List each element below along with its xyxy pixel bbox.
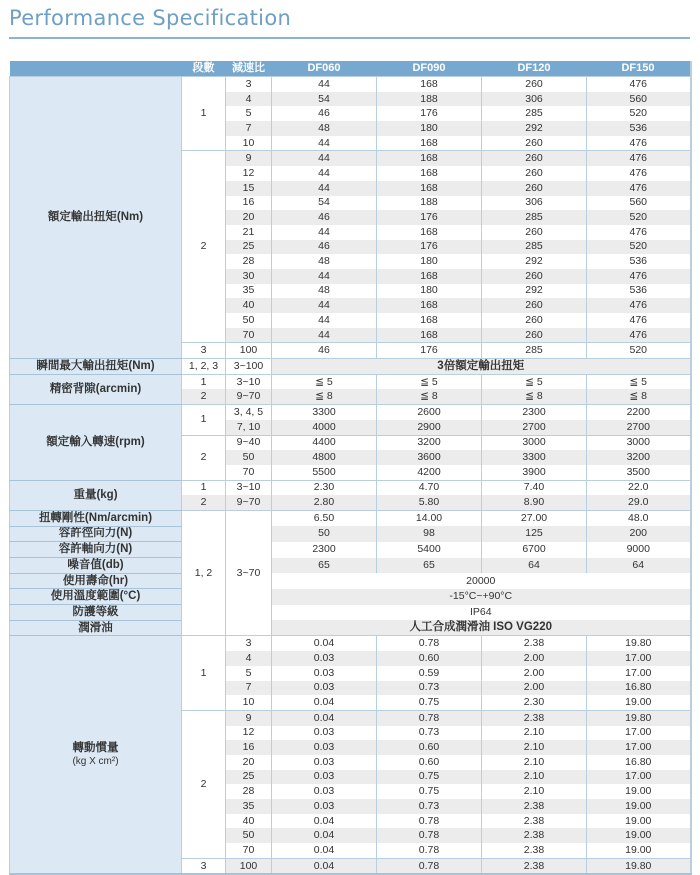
value-df090: 3600	[377, 450, 482, 465]
ratio-cell: 28	[226, 784, 272, 799]
stage-cell: 2	[182, 495, 226, 510]
value-df090: 188	[377, 196, 482, 211]
backlash-label: 精密背隙(arcmin)	[10, 374, 182, 404]
value-df120: 2.10	[482, 755, 587, 770]
value-df150: 476	[587, 166, 691, 181]
value-df120: 292	[482, 121, 587, 136]
ratio-cell: 3~70	[226, 510, 272, 636]
value-df120: 2.38	[482, 710, 587, 725]
value-df060: 5500	[272, 465, 377, 480]
value-df150: 19.00	[587, 814, 691, 829]
value-df090: 0.73	[377, 726, 482, 741]
value-df120: 2700	[482, 420, 587, 435]
value-df120: 285	[482, 343, 587, 359]
value-df150: ≦ 5	[587, 374, 691, 389]
ratio-cell: 9	[226, 151, 272, 166]
value-df090: 0.78	[377, 843, 482, 858]
value-df060: 44	[272, 181, 377, 196]
value-df090: 0.60	[377, 755, 482, 770]
value-df120: 2.10	[482, 726, 587, 741]
value-df150: 536	[587, 284, 691, 299]
value-df120: 6700	[482, 542, 587, 558]
ratio-cell: 7, 10	[226, 420, 272, 435]
title-divider	[9, 37, 690, 39]
table-row	[10, 374, 691, 389]
value-df060: 0.03	[272, 726, 377, 741]
value-df090: 168	[377, 328, 482, 343]
value-df060: 0.03	[272, 770, 377, 785]
value-df120: 125	[482, 526, 587, 542]
value-df150: 19.00	[587, 784, 691, 799]
value-df090: 168	[377, 151, 482, 166]
value-df090: 0.60	[377, 651, 482, 666]
table-row	[10, 573, 691, 589]
value-df060: 46	[272, 210, 377, 225]
value-df090: 168	[377, 298, 482, 313]
ratio-cell: 70	[226, 328, 272, 343]
value-df060: 46	[272, 240, 377, 255]
value-df150: 476	[587, 225, 691, 240]
value-df120: 292	[482, 254, 587, 269]
value-df120: 2.38	[482, 814, 587, 829]
value-df060: 0.04	[272, 814, 377, 829]
table-row	[10, 558, 691, 574]
ratio-cell: 9~40	[226, 435, 272, 450]
value-df090: 0.60	[377, 740, 482, 755]
value-df150: 476	[587, 77, 691, 92]
table-row	[10, 405, 691, 420]
value-df060: 0.03	[272, 666, 377, 681]
weight-label: 重量(kg)	[10, 480, 182, 510]
ratio-cell: 10	[226, 695, 272, 710]
value-df090: 2600	[377, 405, 482, 420]
value-df060: 4800	[272, 450, 377, 465]
table-row	[10, 359, 691, 375]
ratio-cell: 70	[226, 843, 272, 858]
value-df150: 520	[587, 343, 691, 359]
ratio-cell: 7	[226, 681, 272, 696]
value-df120: 3000	[482, 435, 587, 450]
value-df150: 19.00	[587, 695, 691, 710]
value-df120: 260	[482, 313, 587, 328]
value-df090: 5.80	[377, 495, 482, 510]
value-df150: 520	[587, 106, 691, 121]
table-row	[10, 589, 691, 605]
ratio-cell: 16	[226, 196, 272, 211]
ratio-cell: 50	[226, 313, 272, 328]
value-df090: ≦ 8	[377, 389, 482, 404]
value-df060: ≦ 8	[272, 389, 377, 404]
value-df090: 0.75	[377, 770, 482, 785]
value-df120: ≦ 8	[482, 389, 587, 404]
value-df090: 168	[377, 181, 482, 196]
value-df120: 260	[482, 328, 587, 343]
stage-cell: 1	[182, 405, 226, 435]
value-df120: 2.30	[482, 695, 587, 710]
general-spec-label: 容許軸向力(N)	[10, 542, 182, 558]
value-df090: 0.73	[377, 799, 482, 814]
value-df150: 476	[587, 269, 691, 284]
header-model-df150: DF150	[587, 61, 691, 77]
value-df120: 2.10	[482, 740, 587, 755]
value-df060: 44	[272, 77, 377, 92]
value-df090: 0.59	[377, 666, 482, 681]
value-df090: 14.00	[377, 510, 482, 526]
value-df060: 0.03	[272, 784, 377, 799]
table-body	[10, 77, 691, 875]
shared-value: -15°C~+90°C	[272, 589, 691, 605]
value-df120: 3900	[482, 465, 587, 480]
ratio-cell: 25	[226, 770, 272, 785]
value-df060: 0.04	[272, 828, 377, 843]
page-title: Performance Specification	[9, 6, 292, 30]
value-df120: 2.38	[482, 828, 587, 843]
stage-cell: 1, 2, 3	[182, 359, 226, 375]
value-df060: 44	[272, 166, 377, 181]
value-df120: 27.00	[482, 510, 587, 526]
general-spec-label: 使用壽命(hr)	[10, 573, 182, 589]
value-df150: 16.80	[587, 755, 691, 770]
stage-cell: 1	[182, 77, 226, 151]
value-df120: 2.00	[482, 666, 587, 681]
value-df060: 54	[272, 92, 377, 107]
table-row	[10, 480, 691, 495]
value-df060: 0.04	[272, 843, 377, 858]
header-model-df120: DF120	[482, 61, 587, 77]
general-spec-label: 噪音值(db)	[10, 558, 182, 574]
ratio-cell: 12	[226, 166, 272, 181]
ratio-cell: 3	[226, 77, 272, 92]
value-df090: 180	[377, 284, 482, 299]
header-model-df090: DF090	[377, 61, 482, 77]
ratio-cell: 100	[226, 858, 272, 874]
ratio-cell: 3, 4, 5	[226, 405, 272, 420]
value-df060: 4000	[272, 420, 377, 435]
value-df090: 0.78	[377, 636, 482, 651]
value-df150: 2700	[587, 420, 691, 435]
value-df120: 292	[482, 284, 587, 299]
table-row	[10, 77, 691, 92]
value-df120: 306	[482, 92, 587, 107]
value-df090: 65	[377, 558, 482, 574]
stage-cell: 1	[182, 374, 226, 389]
ratio-cell: 10	[226, 136, 272, 151]
value-df060: 0.03	[272, 740, 377, 755]
value-df090: 176	[377, 343, 482, 359]
stage-cell: 2	[182, 710, 226, 858]
value-df120: 306	[482, 196, 587, 211]
value-df120: 2.10	[482, 784, 587, 799]
value-df150: 520	[587, 240, 691, 255]
ratio-cell: 5	[226, 106, 272, 121]
value-df150: 9000	[587, 542, 691, 558]
value-df150: 48.0	[587, 510, 691, 526]
value-df150: 3500	[587, 465, 691, 480]
value-df150: 29.0	[587, 495, 691, 510]
ratio-cell: 15	[226, 181, 272, 196]
value-df090: 176	[377, 210, 482, 225]
value-df150: 560	[587, 196, 691, 211]
ratio-cell: 9~70	[226, 495, 272, 510]
value-df120: 260	[482, 136, 587, 151]
value-df060: 0.03	[272, 799, 377, 814]
value-df090: 188	[377, 92, 482, 107]
ratio-cell: 5	[226, 666, 272, 681]
table-row	[10, 542, 691, 558]
ratio-cell: 35	[226, 284, 272, 299]
value-df060: ≦ 5	[272, 374, 377, 389]
value-df120: 285	[482, 106, 587, 121]
header-stage: 段數	[182, 61, 226, 77]
inertia-unit: (kg X cm²)	[72, 755, 119, 767]
value-df120: 285	[482, 240, 587, 255]
value-df090: 5400	[377, 542, 482, 558]
value-df060: 44	[272, 151, 377, 166]
value-df090: 0.78	[377, 828, 482, 843]
value-df060: 44	[272, 298, 377, 313]
ratio-cell: 3~100	[226, 359, 272, 375]
value-df060: 46	[272, 343, 377, 359]
value-df060: 6.50	[272, 510, 377, 526]
value-df120: ≦ 5	[482, 374, 587, 389]
value-df090: 168	[377, 136, 482, 151]
stage-cell: 1, 2	[182, 510, 226, 636]
ratio-cell: 50	[226, 828, 272, 843]
ratio-cell: 100	[226, 343, 272, 359]
value-df060: 0.04	[272, 636, 377, 651]
value-df150: 17.00	[587, 770, 691, 785]
inertia-label-text: 轉動慣量	[72, 741, 119, 754]
value-df060: 44	[272, 269, 377, 284]
value-df060: 3300	[272, 405, 377, 420]
ratio-cell: 3~10	[226, 374, 272, 389]
value-df090: 168	[377, 77, 482, 92]
value-df150: 520	[587, 210, 691, 225]
ratio-cell: 40	[226, 814, 272, 829]
value-df060: 0.04	[272, 695, 377, 710]
value-df090: 0.75	[377, 784, 482, 799]
value-df150: 19.00	[587, 843, 691, 858]
value-df150: 16.80	[587, 681, 691, 696]
general-spec-label: 容許徑向力(N)	[10, 526, 182, 542]
value-df120: 260	[482, 225, 587, 240]
value-df090: ≦ 5	[377, 374, 482, 389]
value-df060: 44	[272, 136, 377, 151]
value-df060: 65	[272, 558, 377, 574]
ratio-cell: 4	[226, 651, 272, 666]
value-df090: 0.75	[377, 695, 482, 710]
table-row	[10, 526, 691, 542]
value-df120: 2300	[482, 405, 587, 420]
value-df150: 476	[587, 181, 691, 196]
value-df120: 2.00	[482, 681, 587, 696]
stage-cell: 3	[182, 858, 226, 874]
value-df090: 2900	[377, 420, 482, 435]
value-df120: 260	[482, 269, 587, 284]
value-df150: 19.80	[587, 710, 691, 725]
value-df090: 0.73	[377, 681, 482, 696]
ratio-cell: 16	[226, 740, 272, 755]
ratio-cell: 70	[226, 465, 272, 480]
ratio-cell: 28	[226, 254, 272, 269]
value-df150: 476	[587, 136, 691, 151]
value-df150: 476	[587, 328, 691, 343]
value-df090: 180	[377, 254, 482, 269]
value-df060: 0.04	[272, 710, 377, 725]
table-row	[10, 620, 691, 636]
shared-value: IP64	[272, 605, 691, 621]
value-df060: 4400	[272, 435, 377, 450]
general-spec-label: 防護等級	[10, 605, 182, 621]
ratio-cell: 40	[226, 298, 272, 313]
stage-cell: 2	[182, 151, 226, 343]
value-df090: 0.78	[377, 858, 482, 874]
value-df090: 168	[377, 225, 482, 240]
value-df150: 17.00	[587, 726, 691, 741]
value-df060: 44	[272, 225, 377, 240]
ratio-cell: 9~70	[226, 389, 272, 404]
stage-cell: 1	[182, 636, 226, 710]
value-df120: 2.38	[482, 843, 587, 858]
input-speed-label: 額定輸入轉速(rpm)	[10, 405, 182, 480]
peak-torque-label: 瞬間最大輸出扭矩(Nm)	[10, 359, 182, 375]
header-model-df060: DF060	[272, 61, 377, 77]
value-df150: 64	[587, 558, 691, 574]
value-df120: 2.38	[482, 636, 587, 651]
performance-spec-table	[9, 61, 692, 875]
stage-cell: 2	[182, 389, 226, 404]
ratio-cell: 25	[226, 240, 272, 255]
value-df120: 64	[482, 558, 587, 574]
value-df120: 2.00	[482, 651, 587, 666]
ratio-cell: 12	[226, 726, 272, 741]
ratio-cell: 30	[226, 269, 272, 284]
value-df120: 285	[482, 210, 587, 225]
header-ratio: 減速比	[226, 61, 272, 77]
value-df150: 200	[587, 526, 691, 542]
value-df060: 2300	[272, 542, 377, 558]
value-df150: 536	[587, 254, 691, 269]
value-df090: 4200	[377, 465, 482, 480]
value-df150: 476	[587, 298, 691, 313]
value-df060: 2.80	[272, 495, 377, 510]
value-df150: 476	[587, 151, 691, 166]
value-df120: 2.38	[482, 799, 587, 814]
value-df150: 19.80	[587, 636, 691, 651]
value-df060: 48	[272, 254, 377, 269]
value-df150: 19.00	[587, 828, 691, 843]
value-df060: 44	[272, 328, 377, 343]
value-df090: 4.70	[377, 480, 482, 495]
value-df060: 46	[272, 106, 377, 121]
value-df060: 0.03	[272, 755, 377, 770]
value-df120: 8.90	[482, 495, 587, 510]
value-df090: 176	[377, 106, 482, 121]
value-df090: 176	[377, 240, 482, 255]
value-df150: 19.80	[587, 858, 691, 874]
value-df090: 168	[377, 166, 482, 181]
ratio-cell: 3~10	[226, 480, 272, 495]
value-df150: 17.00	[587, 666, 691, 681]
value-df150: 3200	[587, 450, 691, 465]
ratio-cell: 3	[226, 636, 272, 651]
table-header-row	[10, 61, 691, 77]
inertia-label	[10, 636, 182, 875]
value-df120: 260	[482, 77, 587, 92]
value-df150: 17.00	[587, 740, 691, 755]
table-row	[10, 510, 691, 526]
value-df060: 0.03	[272, 681, 377, 696]
value-df060: 0.04	[272, 858, 377, 874]
value-df060: 48	[272, 121, 377, 136]
value-df090: 168	[377, 313, 482, 328]
value-df060: 0.03	[272, 651, 377, 666]
value-df120: 3300	[482, 450, 587, 465]
value-df090: 0.78	[377, 710, 482, 725]
value-df120: 2.38	[482, 858, 587, 874]
ratio-cell: 21	[226, 225, 272, 240]
value-df090: 98	[377, 526, 482, 542]
ratio-cell: 4	[226, 92, 272, 107]
general-spec-label: 使用溫度範圍(°C)	[10, 589, 182, 605]
general-spec-label: 扭轉剛性(Nm/arcmin)	[10, 510, 182, 526]
value-df150: 22.0	[587, 480, 691, 495]
value-df120: 260	[482, 151, 587, 166]
ratio-cell: 20	[226, 210, 272, 225]
value-df120: 260	[482, 181, 587, 196]
stage-cell: 1	[182, 480, 226, 495]
rated-torque-label: 額定輸出扭矩(Nm)	[10, 77, 182, 359]
value-df090: 168	[377, 269, 482, 284]
value-df120: 260	[482, 166, 587, 181]
value-df120: 7.40	[482, 480, 587, 495]
table-row	[10, 605, 691, 621]
value-df060: 48	[272, 284, 377, 299]
value-df150: 560	[587, 92, 691, 107]
shared-value: 人工合成潤滑油 ISO VG220	[272, 620, 691, 636]
value-df060: 2.30	[272, 480, 377, 495]
ratio-cell: 9	[226, 710, 272, 725]
stage-cell: 2	[182, 435, 226, 480]
ratio-cell: 50	[226, 450, 272, 465]
value-df150: 536	[587, 121, 691, 136]
value-df090: 3200	[377, 435, 482, 450]
ratio-cell: 7	[226, 121, 272, 136]
value-df120: 2.10	[482, 770, 587, 785]
value-df120: 260	[482, 298, 587, 313]
value-df150: 476	[587, 313, 691, 328]
value-df060: 54	[272, 196, 377, 211]
table-row	[10, 636, 691, 651]
value-df090: 180	[377, 121, 482, 136]
value-df090: 0.78	[377, 814, 482, 829]
value-df150: 2200	[587, 405, 691, 420]
header-label	[10, 61, 182, 77]
value-df150: ≦ 8	[587, 389, 691, 404]
peak-torque-value: 3倍額定輸出扭矩	[272, 359, 691, 375]
value-df060: 44	[272, 313, 377, 328]
value-df150: 3000	[587, 435, 691, 450]
ratio-cell: 20	[226, 755, 272, 770]
value-df150: 17.00	[587, 651, 691, 666]
shared-value: 20000	[272, 573, 691, 589]
value-df060: 50	[272, 526, 377, 542]
ratio-cell: 35	[226, 799, 272, 814]
stage-cell: 3	[182, 343, 226, 359]
general-spec-label: 潤滑油	[10, 620, 182, 636]
value-df150: 19.00	[587, 799, 691, 814]
